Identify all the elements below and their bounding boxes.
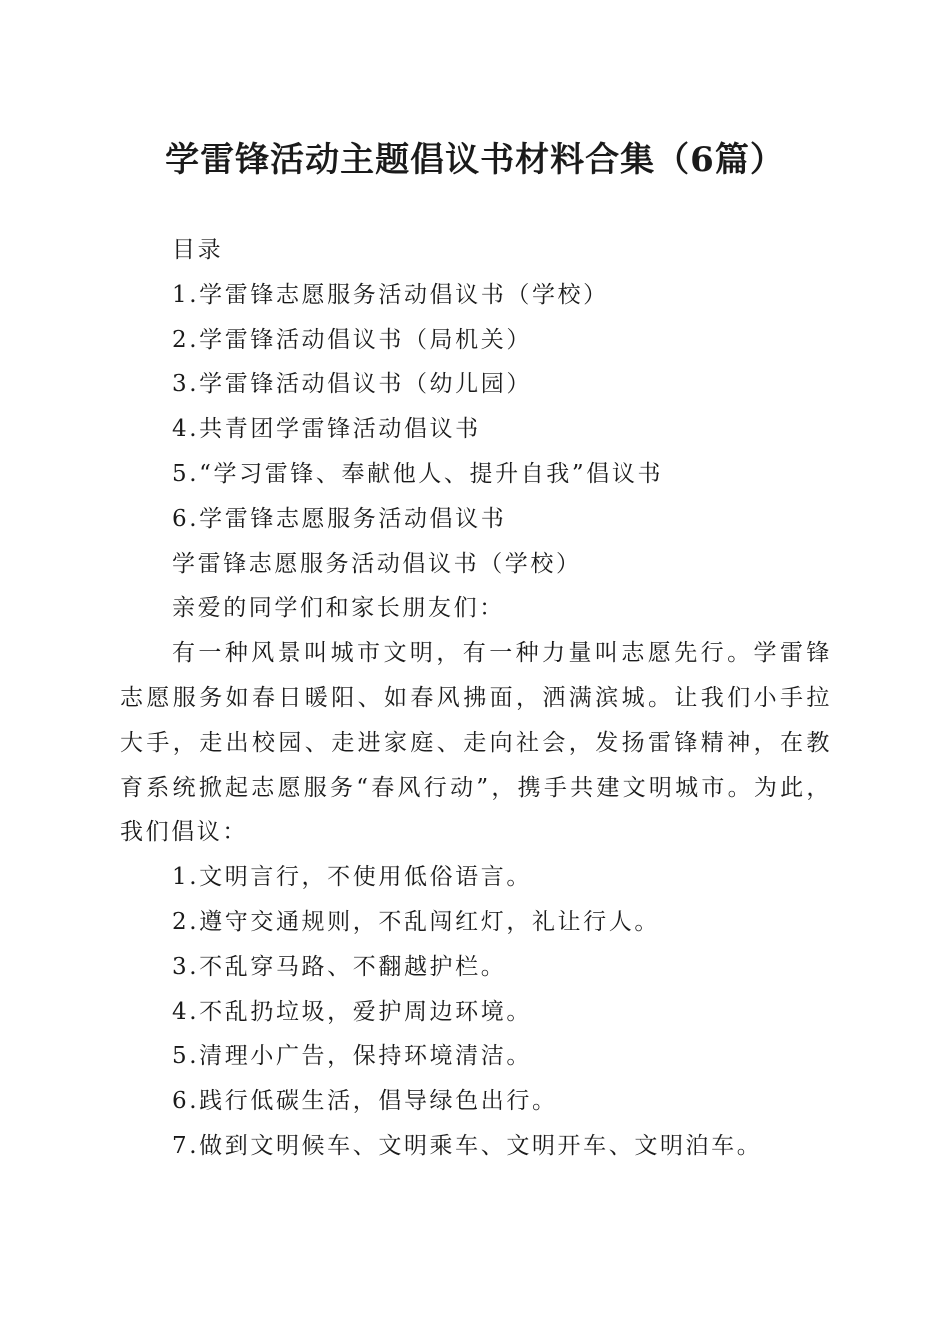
toc-item: 4.共青团学雷锋活动倡议书 bbox=[172, 416, 481, 443]
toc-heading: 目录 bbox=[172, 237, 224, 263]
proposal-item: 6.践行低碳生活，倡导绿色出行。 bbox=[172, 1088, 558, 1115]
proposal-item: 4.不乱扔垃圾，爱护周边环境。 bbox=[172, 998, 532, 1025]
proposal-item: 5.清理小广告，保持环境清洁。 bbox=[172, 1043, 532, 1070]
proposal-item: 2.遵守交通规则，不乱闯红灯，礼让行人。 bbox=[172, 908, 660, 935]
proposal-item: 7.做到文明候车、文明乘车、文明开车、文明泊车。 bbox=[172, 1132, 763, 1159]
salutation: 亲爱的同学们和家长朋友们： bbox=[172, 595, 505, 622]
toc-item: 1.学雷锋志愿服务活动倡议书（学校） bbox=[172, 281, 609, 308]
proposal-item: 1.文明言行，不使用低俗语言。 bbox=[172, 864, 532, 891]
toc-item: 6.学雷锋志愿服务活动倡议书 bbox=[172, 505, 507, 532]
document-title: 学雷锋活动主题倡议书材料合集（6篇） bbox=[165, 140, 785, 180]
intro-paragraph: 有一种风景叫城市文明，有一种力量叫志愿先行。学雷锋志愿服务如春日暖阳、如春风拂面，洒满滨城。让我们小手拉大手，走出校园、走进家庭、走向社会，发扬雷锋精神，在教育系统掀起志愿服务“春风行动”，携手共建文明城市。为此，我们倡议： bbox=[120, 640, 832, 846]
section-heading: 学雷锋志愿服务活动倡议书（学校） bbox=[172, 550, 582, 577]
toc-item: 5.“学习雷锋、奉献他人、提升自我”倡议书 bbox=[172, 460, 664, 487]
toc-item: 3.学雷锋活动倡议书（幼儿园） bbox=[172, 371, 532, 398]
proposal-item: 3.不乱穿马路、不翻越护栏。 bbox=[172, 953, 507, 980]
toc-item: 2.学雷锋活动倡议书（局机关） bbox=[172, 326, 532, 353]
document-body bbox=[120, 228, 832, 1169]
